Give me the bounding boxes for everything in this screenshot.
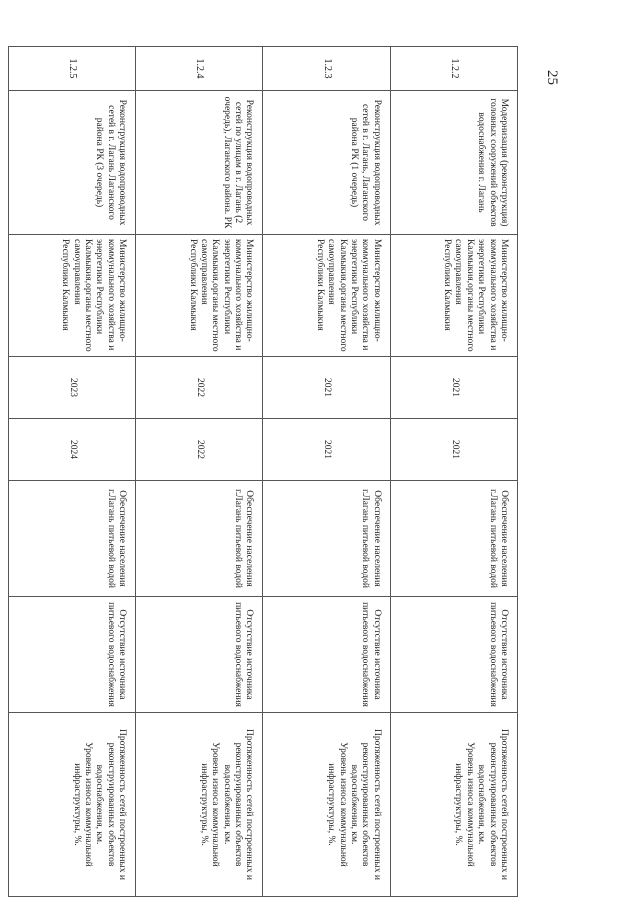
year-end: 2022 <box>136 419 263 481</box>
indicator-wear: Уровень износа коммунальной инфраструктуры, %. <box>71 742 94 867</box>
rotated-table-container <box>8 46 518 896</box>
problem-description: Отсутствие источника питьевого водоснабжения <box>136 597 263 713</box>
table-row <box>136 47 263 897</box>
indicator-length: Протяженность сетей построенных и реконструированных объектов водоснабжения, км. <box>94 728 128 881</box>
indicator-wear: Уровень износа коммунальной инфраструктуры, %. <box>326 742 348 867</box>
year-start: 2023 <box>9 357 136 419</box>
measure-name: Реконструкция водопроводных сетей по улицам в г. Лагань (2 очередь), Лаганского района. РК <box>136 91 263 235</box>
responsible-executor: Министерство жилищно-коммунального хозяйства и энергетики Республики Калмыкия,органы местного самоуправления Республики Калмыкия <box>9 235 136 357</box>
row-number: 1.2.2 <box>390 47 517 91</box>
measures-table <box>8 46 518 897</box>
responsible-executor: Министерство жилищно-коммунального хозяйства и энергетики Республики Калмыкия,органы местного самоуправления Республики Калмыкия <box>263 235 390 357</box>
measure-name: Модернизация (реконструкция) головных сооружений объектов водоснабжения г. Лагань <box>390 91 517 235</box>
expected-result: Обеспечение населения г.Лагань питьевой водой <box>263 481 390 597</box>
row-number: 1.2.5 <box>9 47 136 91</box>
indicator-wear: Уровень износа коммунальной инфраструктуры, %. <box>453 742 475 867</box>
target-indicators <box>263 713 390 897</box>
indicator-length: Протяженность сетей построенных и реконструированных объектов водоснабжения, км. <box>348 728 382 881</box>
indicator-length: Протяженность сетей построенных и реконструированных объектов водоснабжения, км. <box>476 728 509 881</box>
target-indicators <box>136 713 263 897</box>
measure-name: Реконструкция водопроводных сетей в г. Лагань Лаганского района РК (3 очередь) <box>9 91 136 235</box>
target-indicators <box>9 713 136 897</box>
year-start: 2021 <box>263 357 390 419</box>
row-number: 1.2.4 <box>136 47 263 91</box>
expected-result: Обеспечение населения г.Лагань питьевой водой <box>390 481 517 597</box>
expected-result: Обеспечение населения г.Лагань питьевой водой <box>9 481 136 597</box>
year-start: 2021 <box>390 357 517 419</box>
responsible-executor: Министерство жилищно-коммунального хозяйства и энергетики Республики Калмыкия,органы местного самоуправления Республики Калмыкия <box>136 235 263 357</box>
table-row <box>263 47 390 897</box>
responsible-executor: Министерство жилищно-коммунального хозяйства и энергетики Республики Калмыкия,органы местного самоуправления Республики Калмыкия <box>390 235 517 357</box>
problem-description: Отсутствие источника питьевого водоснабжения <box>390 597 517 713</box>
page-number: 25 <box>544 70 560 85</box>
year-start: 2022 <box>136 357 263 419</box>
year-end: 2021 <box>263 419 390 481</box>
table-row <box>9 47 136 897</box>
expected-result: Обеспечение населения г.Лагань питьевой водой <box>136 481 263 597</box>
table-row <box>390 47 517 897</box>
problem-description: Отсутствие источника питьевого водоснабжения <box>9 597 136 713</box>
measure-name: Реконструкция водопроводных сетей в г. Лагань, Лаганского района РК (1 очередь) <box>263 91 390 235</box>
problem-description: Отсутствие источника питьевого водоснабжения <box>263 597 390 713</box>
year-end: 2021 <box>390 419 517 481</box>
target-indicators <box>390 713 517 897</box>
indicator-wear: Уровень износа коммунальной инфраструктуры, %. <box>198 742 221 867</box>
year-end: 2024 <box>9 419 136 481</box>
indicator-length: Протяженность сетей построенных и реконструированных объектов водоснабжения, км. <box>221 728 255 881</box>
row-number: 1.2.3 <box>263 47 390 91</box>
